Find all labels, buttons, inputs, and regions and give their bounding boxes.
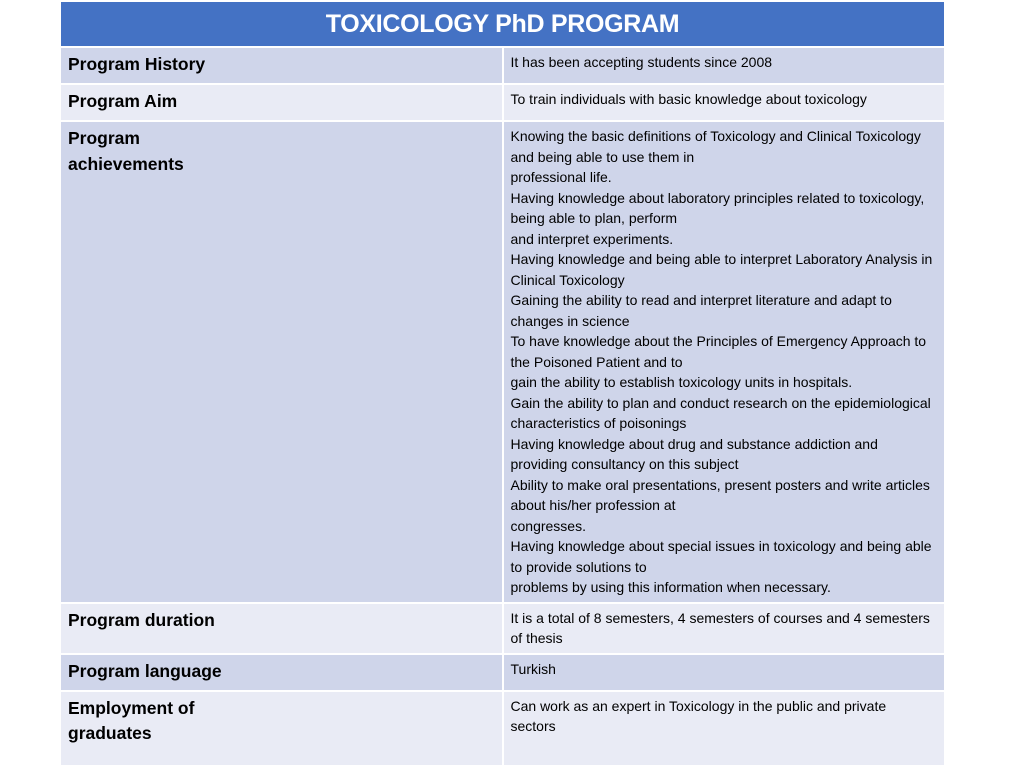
achievement-line: professional life. [510, 169, 612, 185]
row-program-duration [61, 603, 944, 654]
program-table [61, 2, 944, 767]
program-duration-label: Program duration [61, 603, 503, 654]
program-aim-label: Program Aim [61, 84, 503, 121]
achievement-line: and interpret experiments. [510, 230, 674, 247]
achievement-line: congresses. [510, 517, 586, 534]
program-achievements-value [503, 121, 945, 603]
achievement-line: Gaining the ability to read and interpret literature and adapt to changes in science [510, 292, 892, 329]
achievement-line: Gain the ability to plan and conduct research on the epidemiological characteristics of poisonings [510, 394, 931, 431]
program-aim-value: To train individuals with basic knowledge about toxicology [503, 84, 945, 121]
employment-label-line: Employment of [68, 697, 195, 718]
achievement-line: Having knowledge and being able to interpret Laboratory Analysis in Clinical Toxicology [510, 251, 933, 288]
achievements-label-line: achievements [68, 153, 184, 174]
achievement-line: Having knowledge about laboratory principles related to toxicology, being able to plan, perform [510, 189, 925, 226]
row-program-achievements [61, 121, 944, 603]
table-title: TOXICOLOGY PhD PROGRAM [61, 2, 944, 47]
program-duration-value: It is a total of 8 semesters, 4 semesters of courses and 4 semesters of thesis [503, 603, 945, 654]
row-employment [61, 691, 944, 766]
employment-label [61, 691, 503, 766]
achievement-line: To have knowledge about the Principles of Emergency Approach to the Poisoned Patient and to [510, 333, 927, 370]
row-program-aim [61, 84, 944, 121]
program-history-label: Program History [61, 47, 503, 84]
achievement-line: Knowing the basic definitions of Toxicology and Clinical Toxicology and being able to use them in [510, 128, 921, 165]
row-program-history [61, 47, 944, 84]
achievement-line: gain the ability to establish toxicology units in hospitals. [510, 374, 853, 390]
employment-label-line: graduates [68, 723, 152, 743]
achievement-line: problems by using this information when necessary. [510, 579, 831, 595]
achievement-line: Having knowledge about special issues in toxicology and being able to provide solutions to [510, 538, 932, 575]
achievements-label-line: Program [68, 128, 140, 148]
program-achievements-label [61, 121, 503, 603]
row-program-language [61, 654, 944, 691]
employment-value: Can work as an expert in Toxicology in the public and private sectors [503, 691, 945, 766]
achievement-line: Ability to make oral presentations, present posters and write articles about his/her profession at [510, 476, 930, 513]
achievement-line: Having knowledge about drug and substance addiction and providing consultancy on this subject [510, 435, 878, 472]
program-history-value: It has been accepting students since 2008 [503, 47, 945, 84]
program-language-label: Program language [61, 654, 503, 691]
program-language-value: Turkish [503, 654, 945, 691]
